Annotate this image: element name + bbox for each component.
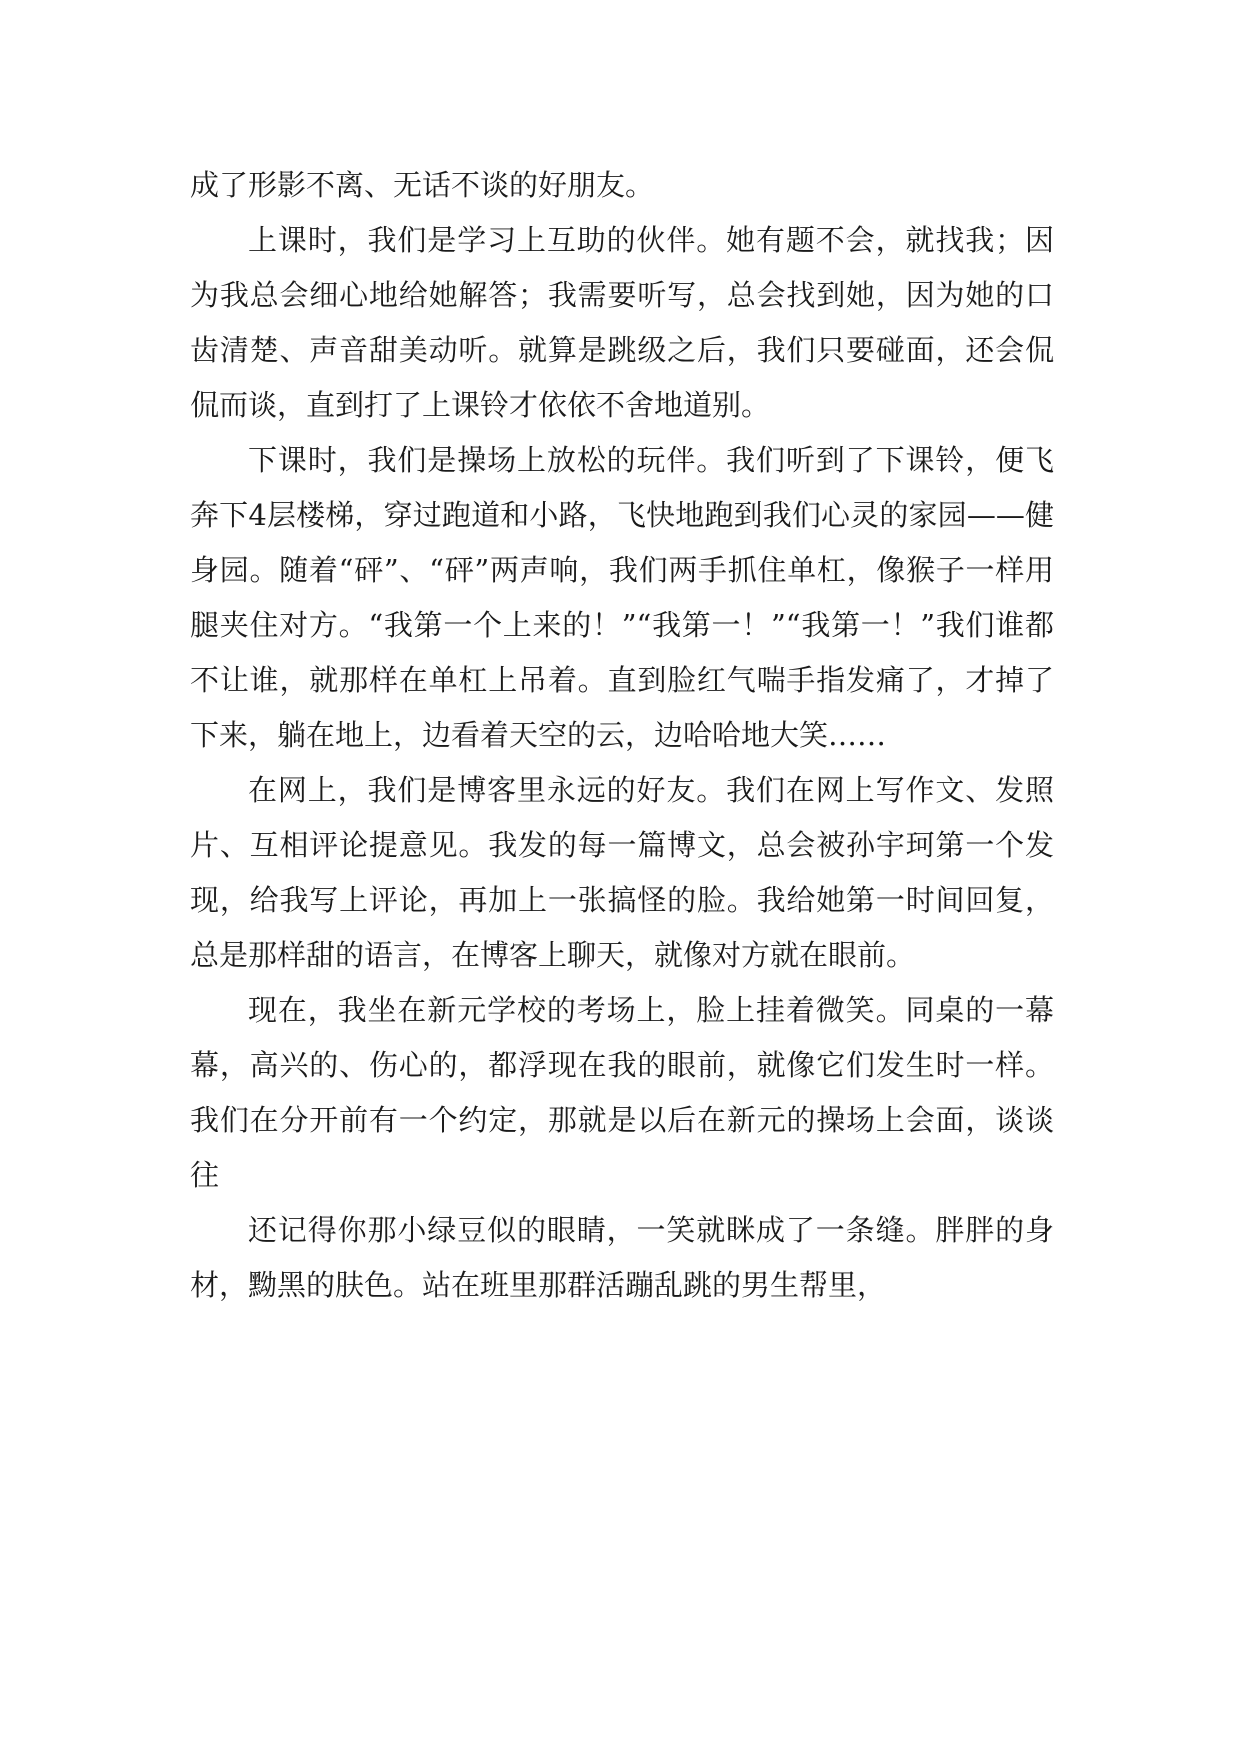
paragraph-now: 现在，我坐在新元学校的考场上，脸上挂着微笑。同桌的一幕幕，高兴的、伤心的，都浮现在我的眼前，就像它们发生时一样。我们在分开前有一个约定，那就是以后在新元的操场上会面，谈谈往 xyxy=(190,993,1054,1192)
paragraph-after-class: 下课时，我们是操场上放松的玩伴。我们听到了下课铃，便飞奔下4层楼梯，穿过跑道和小路，飞快地跑到我们心灵的家园——健身园。随着“砰”、“砰”两声响，我们两手抓住单杠，像猴子一样用腿夹住对方。“我第一个上来的！”“我第一！”“我第一！”我们谁都不让谁，就那样在单杠上吊着。直到脸红气喘手指发痛了，才掉了下来，躺在地上，边看着天空的云，边哈哈地大笑…… xyxy=(190,443,1054,752)
paragraph-remember: 还记得你那小绿豆似的眼睛，一笑就眯成了一条缝。胖胖的身材，黝黑的肤色。站在班里那群活蹦乱跳的男生帮里， xyxy=(190,1213,1054,1302)
paragraph-continuation: 成了形影不离、无话不谈的好朋友。 xyxy=(190,168,655,202)
paragraph-online: 在网上，我们是博客里永远的好友。我们在网上写作文、发照片、互相评论提意见。我发的每一篇博文，总会被孙宇珂第一个发现，给我写上评论，再加上一张搞怪的脸。我给她第一时间回复，总是那样甜的语言，在博客上聊天，就像对方就在眼前。 xyxy=(190,773,1054,972)
paragraph-in-class: 上课时，我们是学习上互助的伙伴。她有题不会，就找我；因为我总会细心地给她解答；我需要听写，总会找到她，因为她的口齿清楚、声音甜美动听。就算是跳级之后，我们只要碰面，还会侃侃而谈，直到打了上课铃才依依不舍地道别。 xyxy=(190,223,1054,422)
article-body xyxy=(190,158,1054,1313)
